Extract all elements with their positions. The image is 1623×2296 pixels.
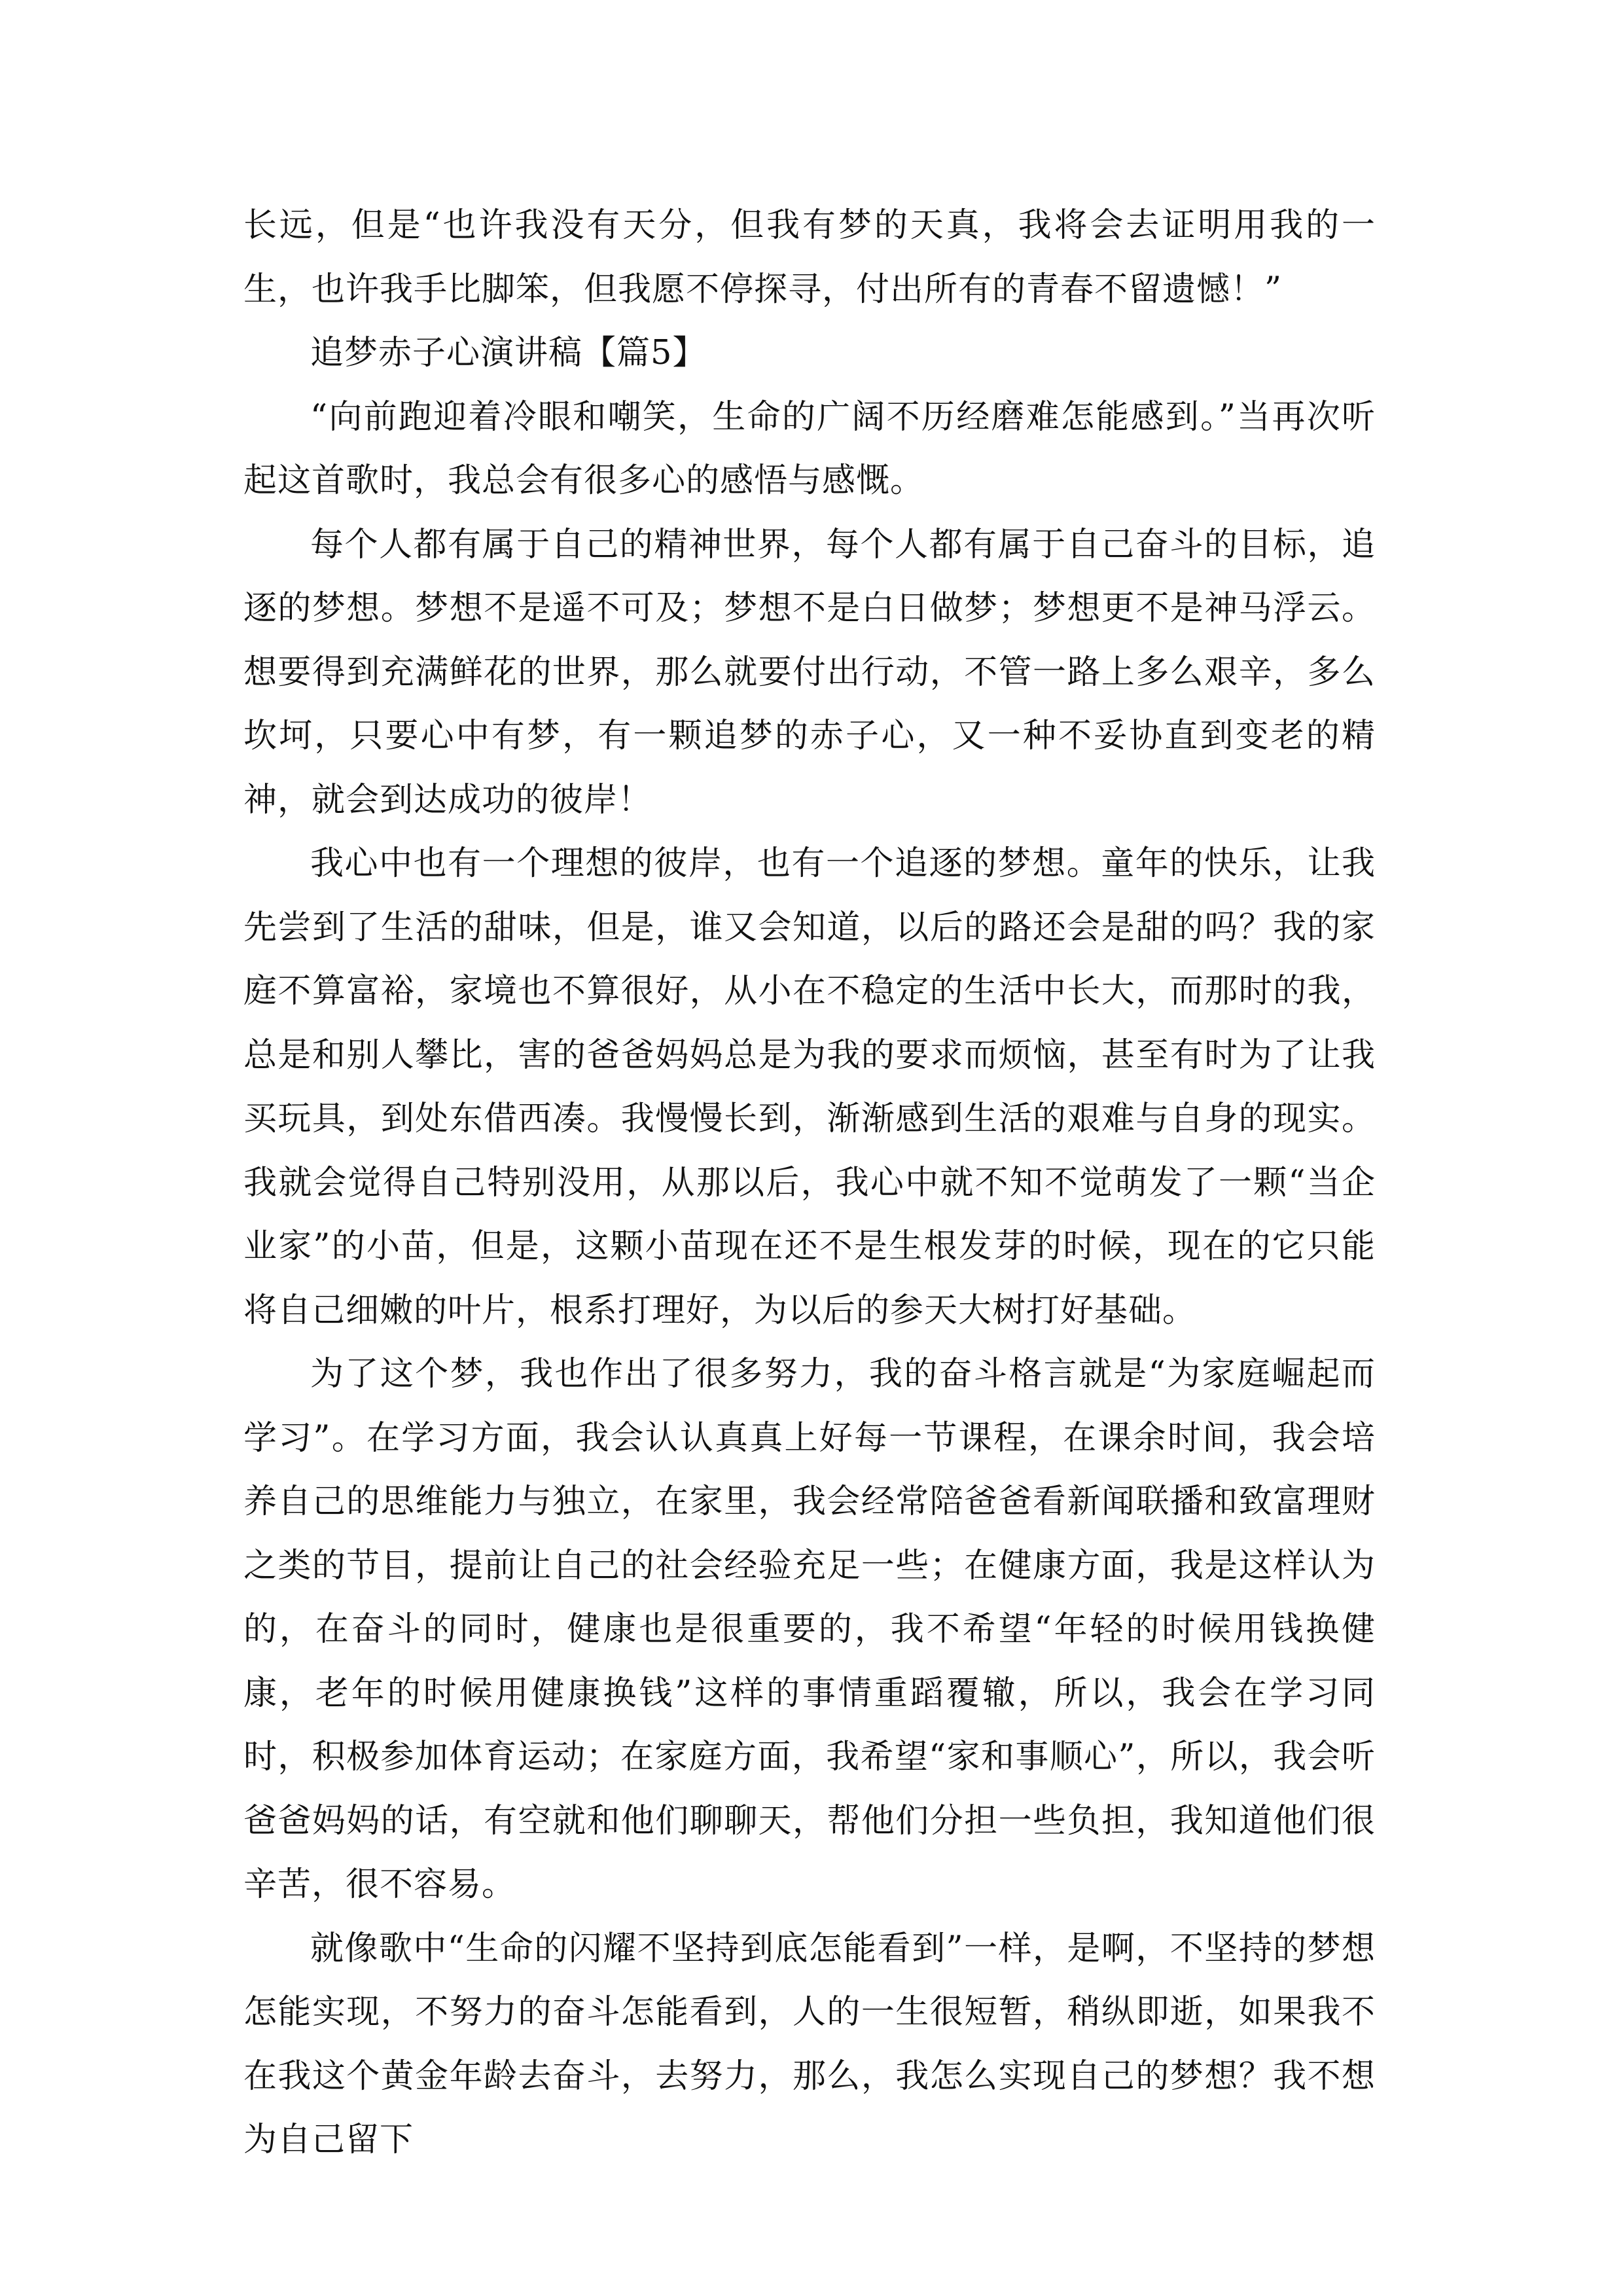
- paragraph: 为了这个梦，我也作出了很多努力，我的奋斗格言就是“为家庭崛起而学习”。在学习方面，我会认认真真上好每一节课程，在课余时间，我会培养自己的思维能力与独立，在家里，我会经常陪爸爸看新闻联播和致富理财之类的节目，提前让自己的社会经验充足一些；在健康方面，我是这样认为的，在奋斗的同时，健康也是很重要的，我不希望“年轻的时候用钱换健康，老年的时候用健康换钱”这样的事情重蹈覆辙，所以，我会在学习同时，积极参加体育运动；在家庭方面，我希望“家和事顺心”，所以，我会听爸爸妈妈的话，有空就和他们聊聊天，帮他们分担一些负担，我知道他们很辛苦，很不容易。: [243, 1355, 1376, 1904]
- paragraph-continuation: 长远，但是“也许我没有天分，但我有梦的天真，我将会去证明用我的一生，也许我手比脚笨，但我愿不停探寻，付出所有的青春不留遗憾！”: [243, 206, 1376, 309]
- paragraph: 就像歌中“生命的闪耀不坚持到底怎能看到”一样，是啊，不坚持的梦想怎能实现，不努力的奋斗怎能看到，人的一生很短暂，稍纵即逝，如果我不在我这个黄金年龄去奋斗，去努力，那么，我怎么实现自己的梦想？我不想为自己留下: [243, 1929, 1376, 2159]
- paragraph: “向前跑迎着冷眼和嘲笑，生命的广阔不历经磨难怎能感到。”当再次听起这首歌时，我总会有很多心的感悟与感慨。: [243, 397, 1376, 500]
- document-body: [243, 194, 1376, 2172]
- paragraph: 我心中也有一个理想的彼岸，也有一个追逐的梦想。童年的快乐，让我先尝到了生活的甜味，但是，谁又会知道，以后的路还会是甜的吗？我的家庭不算富裕，家境也不算很好，从小在不稳定的生活中长大，而那时的我，总是和别人攀比，害的爸爸妈妈总是为我的要求而烦恼，甚至有时为了让我买玩具，到处东借西凑。我慢慢长到，渐渐感到生活的艰难与自身的现实。我就会觉得自己特别没用，从那以后，我心中就不知不觉萌发了一颗“当企业家”的小苗，但是，这颗小苗现在还不是生根发芽的时候，现在的它只能将自己细嫩的叶片，根系打理好，为以后的参天大树打好基础。: [243, 844, 1376, 1330]
- paragraph: 每个人都有属于自己的精神世界，每个人都有属于自己奋斗的目标，追逐的梦想。梦想不是遥不可及；梦想不是白日做梦；梦想更不是神马浮云。想要得到充满鲜花的世界，那么就要付出行动，不管一路上多么艰辛，多么坎坷，只要心中有梦，有一颗追梦的赤子心，又一种不妥协直到变老的精神，就会到达成功的彼岸！: [243, 525, 1376, 819]
- section-heading: 追梦赤子心演讲稿【篇5】: [310, 334, 707, 372]
